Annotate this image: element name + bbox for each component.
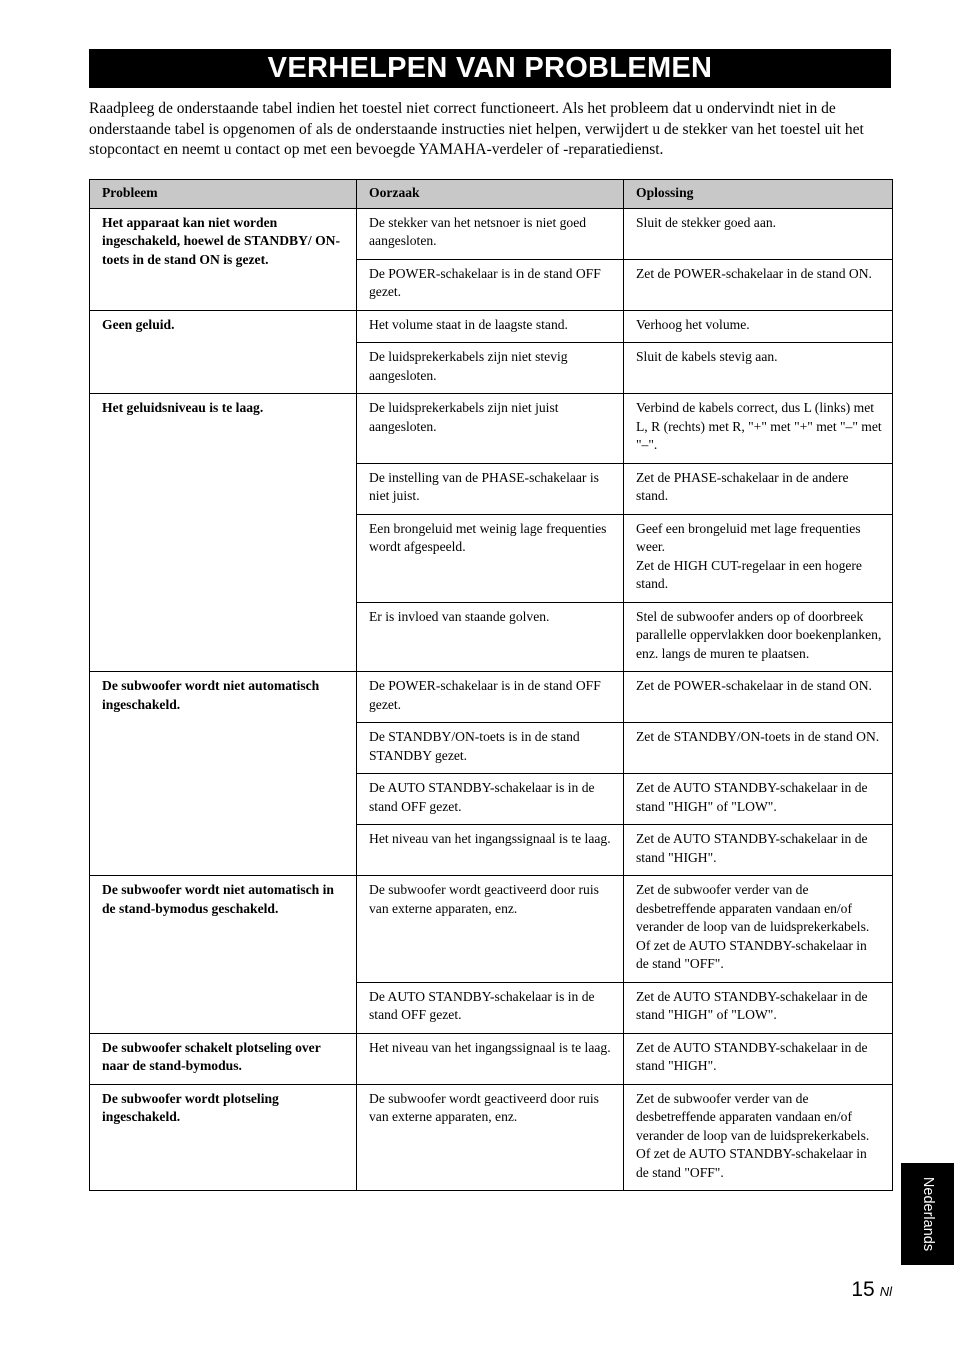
table-row [90, 672, 893, 723]
solution-cell: Zet de AUTO STANDBY-schakelaar in de stand "HIGH". [624, 825, 893, 876]
problem-cell: Het geluidsniveau is te laag. [90, 394, 357, 672]
problem-cell: Geen geluid. [90, 310, 357, 394]
solution-cell: Zet de AUTO STANDBY-schakelaar in de stand "HIGH" of "LOW". [624, 982, 893, 1033]
cause-cell: De POWER-schakelaar is in de stand OFF gezet. [357, 259, 624, 310]
language-tab [901, 1163, 954, 1265]
solution-cell: Sluit de kabels stevig aan. [624, 343, 893, 394]
solution-cell: Zet de subwoofer verder van de desbetreffende apparaten vandaan en/of verander de loop van de luidsprekerkabels. Of zet de AUTO STANDBY-schakelaar in de stand "OFF". [624, 1084, 893, 1191]
cause-cell: De subwoofer wordt geactiveerd door ruis van externe apparaten, enz. [357, 1084, 624, 1191]
page-number-value: 15 [851, 1278, 875, 1301]
page-number [851, 1278, 892, 1302]
cause-cell: Het volume staat in de laagste stand. [357, 310, 624, 343]
table-row [90, 1084, 893, 1191]
header-problem: Probleem [90, 180, 357, 209]
solution-cell: Zet de AUTO STANDBY-schakelaar in de stand "HIGH". [624, 1033, 893, 1084]
cause-cell: Het niveau van het ingangssignaal is te laag. [357, 1033, 624, 1084]
cause-cell: De AUTO STANDBY-schakelaar is in de stand OFF gezet. [357, 774, 624, 825]
cause-cell: De AUTO STANDBY-schakelaar is in de stand OFF gezet. [357, 982, 624, 1033]
problem-cell: Het apparaat kan niet worden ingeschakeld, hoewel de STANDBY/ ON-toets in de stand ON is gezet. [90, 208, 357, 310]
solution-cell: Zet de POWER-schakelaar in de stand ON. [624, 259, 893, 310]
table-row [90, 1033, 893, 1084]
table-row [90, 310, 893, 343]
solution-cell: Zet de POWER-schakelaar in de stand ON. [624, 672, 893, 723]
page-language-code: Nl [879, 1284, 892, 1299]
page-title: VERHELPEN VAN PROBLEMEN [89, 49, 891, 88]
solution-cell: Sluit de stekker goed aan. [624, 208, 893, 259]
header-cause: Oorzaak [357, 180, 624, 209]
solution-cell: Zet de AUTO STANDBY-schakelaar in de stand "HIGH" of "LOW". [624, 774, 893, 825]
header-solution: Oplossing [624, 180, 893, 209]
solution-cell: Zet de PHASE-schakelaar in de andere stand. [624, 463, 893, 514]
solution-cell: Verbind de kabels correct, dus L (links) met L, R (rechts) met R, "+" met "+" met "–" met "–". [624, 394, 893, 464]
solution-cell: Stel de subwoofer anders op of doorbreek parallelle oppervlakken door boekenplanken, enz. langs de muren te plaatsen. [624, 602, 893, 672]
cause-cell: Een brongeluid met weinig lage frequenties wordt afgespeeld. [357, 514, 624, 602]
cause-cell: De subwoofer wordt geactiveerd door ruis van externe apparaten, enz. [357, 876, 624, 983]
cause-cell: De STANDBY/ON-toets is in de stand STANDBY gezet. [357, 723, 624, 774]
cause-cell: De POWER-schakelaar is in de stand OFF gezet. [357, 672, 624, 723]
cause-cell: De stekker van het netsnoer is niet goed aangesloten. [357, 208, 624, 259]
problem-cell: De subwoofer wordt niet automatisch ingeschakeld. [90, 672, 357, 876]
intro-paragraph: Raadpleeg de onderstaande tabel indien het toestel niet correct functioneert. Als het probleem dat u ondervindt niet in de onderstaande tabel is opgenomen of als de onderstaande instructies niet helpen, verwijdert u de stekker van het toestel uit het stopcontact en neemt u contact op met een bevoegde YAMAHA-verdeler of -reparatiedienst. [89, 100, 864, 158]
table-row [90, 208, 893, 259]
solution-cell: Verhoog het volume. [624, 310, 893, 343]
solution-cell: Zet de subwoofer verder van de desbetreffende apparaten vandaan en/of verander de loop van de luidsprekerkabels. Of zet de AUTO STANDBY-schakelaar in de stand "OFF". [624, 876, 893, 983]
problem-cell: De subwoofer wordt plotseling ingeschakeld. [90, 1084, 357, 1191]
cause-cell: Het niveau van het ingangssignaal is te laag. [357, 825, 624, 876]
problem-cell: De subwoofer wordt niet automatisch in de stand-bymodus geschakeld. [90, 876, 357, 1034]
table-body [90, 208, 893, 1191]
language-tab-label: Nederlands [919, 1176, 936, 1252]
solution-cell: Geef een brongeluid met lage frequenties weer. Zet de HIGH CUT-regelaar in een hogere stand. [624, 514, 893, 602]
solution-cell: Zet de STANDBY/ON-toets in de stand ON. [624, 723, 893, 774]
cause-cell: De luidsprekerkabels zijn niet juist aangesloten. [357, 394, 624, 464]
table-header-row [90, 180, 893, 209]
cause-cell: Er is invloed van staande golven. [357, 602, 624, 672]
cause-cell: De instelling van de PHASE-schakelaar is niet juist. [357, 463, 624, 514]
troubleshooting-table [89, 179, 893, 1191]
table-row [90, 394, 893, 464]
table-row [90, 876, 893, 983]
cause-cell: De luidsprekerkabels zijn niet stevig aangesloten. [357, 343, 624, 394]
problem-cell: De subwoofer schakelt plotseling over naar de stand-bymodus. [90, 1033, 357, 1084]
